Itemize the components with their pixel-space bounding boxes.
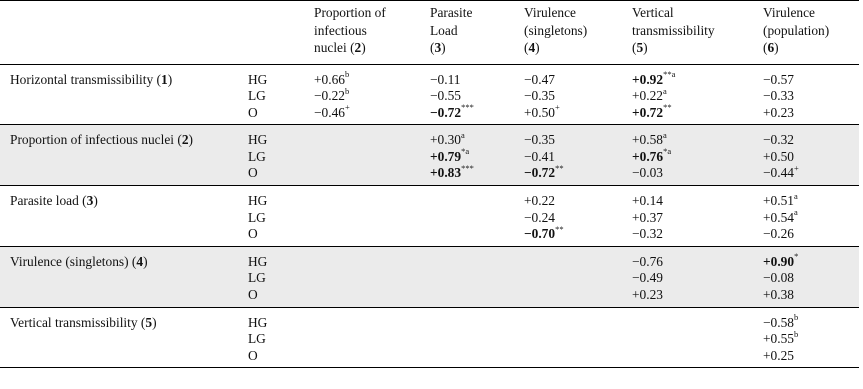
correlation-cell [632,270,763,287]
correlation-cell [763,64,859,88]
correlation-cell [524,210,632,227]
cell-significance: b [794,328,799,339]
row-label [0,149,248,166]
cell-value: −0.08 [763,270,794,286]
cell-significance: *a [663,146,672,157]
correlation-cell [430,348,524,368]
correlation-cell [763,348,859,368]
table-row [0,331,859,348]
correlation-cell [632,226,763,246]
table-header-row [0,1,859,65]
cell-value: +0.50 [763,148,794,164]
header-col-3-close: ) [441,40,446,55]
header-col-2-line2: infectious [314,22,367,38]
correlation-cell [632,165,763,185]
header-col-3-line1: Parasite [430,5,473,20]
row-label-text: Horizontal transmissibility ( [10,71,161,87]
group-code: HG [248,71,268,87]
cell-value: −0.47 [524,71,555,87]
correlation-cell [524,149,632,166]
cell-significance: b [345,85,350,96]
cell-significance: a [794,207,798,218]
correlation-cell [430,165,524,185]
cell-significance: + [345,102,350,113]
correlation-cell [524,270,632,287]
correlation-cell [763,207,859,227]
cell-value: −0.72 [524,165,556,181]
header-col-3-number: 3 [434,40,442,55]
cell-significance: ** [663,102,672,113]
correlation-cell [632,125,763,149]
table-row [0,186,859,210]
correlation-cell [524,186,632,210]
row-label [0,307,248,331]
row-label-close: ) [167,71,173,87]
table-row [0,226,859,246]
correlation-cell [430,125,524,149]
correlation-cell [524,88,632,105]
row-label [0,125,248,149]
group-code: LG [248,209,266,225]
correlation-cell [632,102,763,125]
table-row [0,307,859,331]
header-col-4-line1: Virulence [524,5,576,20]
row-label [0,348,248,368]
cell-significance: b [794,312,799,323]
header-col-3-line2: Load [430,22,458,38]
cell-value: −0.35 [524,88,555,104]
correlation-cell [524,64,632,88]
correlation-cell [314,270,430,287]
cell-significance: * [794,251,799,262]
header-col-5-close: ) [643,40,648,55]
cell-significance: + [794,163,799,173]
table-group [0,125,859,186]
correlation-cell [430,210,524,227]
cell-value: +0.76 [632,148,664,164]
group-code: HG [248,246,314,270]
correlation-cell [314,331,430,348]
header-col-4-open: ( [524,40,529,55]
cell-value: −0.35 [524,132,555,148]
cell-significance: b [345,69,350,80]
group-code: LG [248,270,314,287]
cell-value: +0.50 [524,104,555,120]
correlation-cell [763,125,859,149]
correlation-cell [524,102,632,125]
correlation-cell [524,246,632,270]
correlation-cell [524,165,632,185]
correlation-cell [763,287,859,307]
header-col-4 [524,1,632,65]
correlation-cell [763,246,859,270]
group-code: HG [248,125,314,149]
correlation-cell [632,210,763,227]
cell-value: −0.03 [632,165,663,181]
correlation-cell [314,186,430,210]
cell-value: −0.33 [763,88,794,104]
cell-value: −0.58 [763,314,794,330]
cell-value: +0.51 [763,193,794,209]
cell-value: −0.24 [524,209,555,225]
row-label-close: ) [93,193,98,209]
table-row [0,64,859,88]
cell-value: +0.58 [632,132,663,148]
correlation-cell [763,88,859,105]
cell-value: +0.55 [763,331,794,347]
header-col-6-number: 6 [767,40,775,55]
correlation-cell [430,186,524,210]
table-row [0,348,859,368]
row-label-close: ) [152,314,157,330]
correlation-cell [632,186,763,210]
correlation-cell [430,64,524,88]
header-col-2 [314,1,430,65]
cell-significance: **a [663,69,676,80]
cell-value: +0.14 [632,193,663,209]
cell-value: −0.41 [524,148,555,164]
group-code: LG [248,149,314,166]
correlation-cell [632,331,763,348]
header-col-6-line1: Virulence [763,5,815,20]
correlation-cell [314,64,430,88]
group-code: O [248,287,314,307]
row-label [0,246,248,270]
cell-value: −0.70 [524,226,556,242]
cell-value: +0.38 [763,287,794,303]
correlation-cell [430,246,524,270]
header-col-6-close: ) [774,40,779,55]
table-group [0,246,859,307]
correlation-cell [430,226,524,246]
cell-significance: a [663,85,667,96]
cell-value: +0.22 [632,88,663,104]
correlation-cell [632,246,763,270]
cell-value: −0.32 [632,226,663,242]
header-col-3 [430,1,524,65]
correlation-cell [763,307,859,331]
group-code: O [248,104,258,120]
cell-value: −0.32 [763,132,794,148]
cell-significance: *** [461,102,474,113]
header-col-3-open: ( [430,40,435,55]
group-code: HG [248,193,268,209]
cell-value: −0.57 [763,71,794,87]
header-col-4-line2: (singletons) [524,22,588,38]
correlation-cell [314,210,430,227]
table-row [0,270,859,287]
cell-value: +0.66 [314,71,345,87]
cell-significance: ** [555,163,564,173]
cell-significance: a [461,129,465,140]
cell-value: +0.72 [632,104,664,120]
cell-value: −0.46 [314,104,345,120]
correlation-cell [632,146,763,166]
cell-value: +0.22 [524,193,555,209]
cell-value: −0.26 [763,226,794,242]
correlation-cell [763,149,859,166]
correlation-cell [524,287,632,307]
cell-significance: + [555,102,560,113]
correlation-cell [430,270,524,287]
table-row [0,210,859,227]
row-label-number: 3 [86,193,94,209]
correlation-cell [632,348,763,368]
table-row [0,149,859,166]
header-col-5-number: 5 [636,40,644,55]
header-col-6-line2: (population) [763,22,830,38]
group-code: O [248,165,314,185]
row-label [0,331,248,348]
row-label-close: ) [188,132,193,148]
header-col-6 [763,1,859,65]
correlation-cell [430,146,524,166]
row-label [0,165,248,185]
correlation-cell [763,105,859,125]
header-col-6-open: ( [763,40,768,55]
row-label-text: Vertical transmissibility ( [10,314,146,330]
table-row [0,105,859,125]
correlation-cell [430,102,524,125]
header-col-4-close: ) [535,40,540,55]
header-col-2-number: 2 [354,40,362,55]
correlation-cell [314,125,430,149]
cell-significance: *a [461,146,470,157]
cell-value: +0.37 [632,209,663,225]
correlation-cell [430,307,524,331]
header-blank-group [248,1,314,65]
table-row [0,88,859,105]
correlation-cell [632,64,763,88]
row-label-number: 4 [136,253,144,269]
table-group [0,307,859,368]
correlation-cell [314,149,430,166]
correlation-cell [314,165,430,185]
cell-value: +0.90 [763,253,795,269]
group-code: LG [248,331,266,347]
header-col-5-line1: Vertical [632,5,674,20]
cell-significance: a [663,129,667,140]
correlation-cell [430,287,524,307]
row-label [0,210,248,227]
correlation-cell [524,307,632,331]
table-row [0,287,859,307]
correlation-cell [632,307,763,331]
header-col-5 [632,1,763,65]
correlation-cell [430,88,524,105]
cell-value: −0.72 [430,104,462,120]
row-label-close: ) [143,253,148,269]
table-row [0,125,859,149]
cell-significance: *** [461,163,474,173]
cell-value: +0.25 [763,347,794,363]
correlation-cell [763,186,859,210]
correlation-cell [314,226,430,246]
correlation-cell [524,125,632,149]
cell-value: +0.83 [430,165,462,181]
row-label-number: 5 [145,314,153,330]
cell-value: +0.30 [430,132,461,148]
row-label [0,186,248,210]
group-code: HG [248,314,268,330]
row-label [0,105,248,125]
cell-value: −0.11 [430,71,461,87]
correlation-cell [314,85,430,105]
header-col-4-number: 4 [528,40,536,55]
cell-value: +0.79 [430,148,462,164]
cell-significance: ** [555,223,564,234]
header-col-5-open: ( [632,40,637,55]
group-code: O [248,226,258,242]
cell-significance: a [794,190,798,201]
correlation-cell [314,246,430,270]
table-row [0,165,859,185]
row-label-text: Parasite load ( [10,193,87,209]
correlation-cell [524,348,632,368]
correlation-cell [430,331,524,348]
header-blank [0,1,248,65]
row-label-text: Proportion of infectious nuclei ( [10,132,182,148]
row-label-number: 2 [181,132,189,148]
cell-value: −0.49 [632,270,663,286]
cell-value: −0.76 [632,253,663,269]
cell-value: +0.23 [632,287,663,303]
group-code: LG [248,88,266,104]
cell-value: +0.54 [763,209,794,225]
correlation-cell [314,102,430,125]
correlation-cell [763,165,859,185]
cell-value: −0.44 [763,165,794,181]
header-col-2-line3: nuclei ( [314,40,355,55]
header-col-5-line2: transmissibility [632,22,715,38]
correlation-cell [632,85,763,105]
row-label [0,226,248,246]
table-group [0,186,859,247]
correlation-cell [763,328,859,348]
header-col-2-close: ) [361,40,366,55]
table-group [0,64,859,125]
row-label [0,88,248,105]
correlation-cell [524,223,632,246]
group-code: O [248,347,258,363]
row-label [0,287,248,307]
cell-value: +0.92 [632,71,664,87]
cell-value: +0.23 [763,104,794,120]
row-label-number: 1 [161,71,168,87]
correlation-cell [632,287,763,307]
row-label-text: Virulence (singletons) ( [10,253,137,269]
cell-value: −0.55 [430,88,461,104]
correlation-cell [763,226,859,246]
correlation-cell [314,287,430,307]
correlation-cell [763,270,859,287]
correlation-cell [524,331,632,348]
row-label [0,270,248,287]
header-col-2-line1: Proportion of [314,5,386,20]
cell-value: −0.22 [314,88,345,104]
correlation-cell [314,348,430,368]
row-label [0,64,248,88]
correlation-cell [314,307,430,331]
table-row [0,246,859,270]
